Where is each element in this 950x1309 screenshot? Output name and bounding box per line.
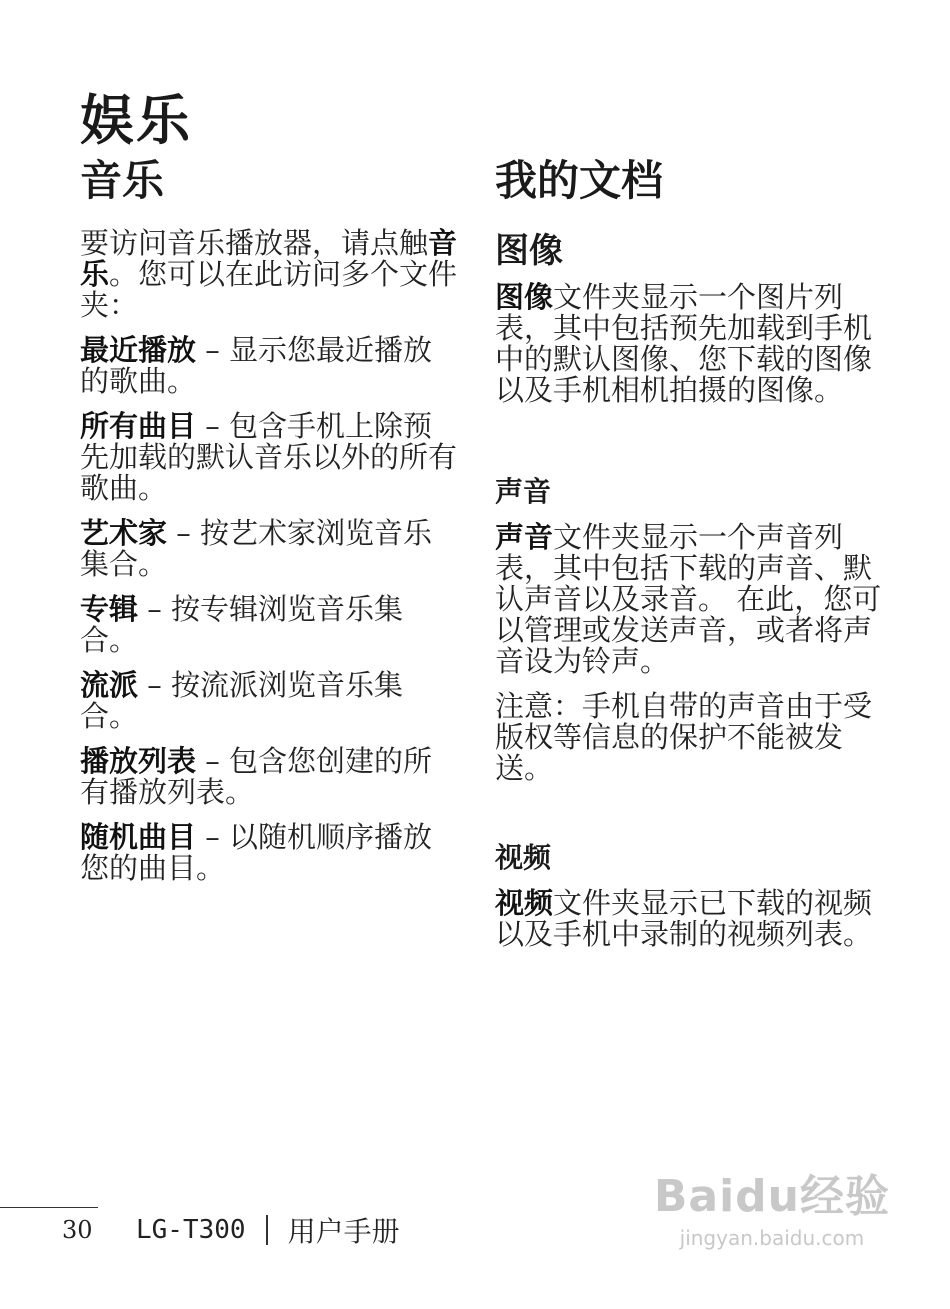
folder-desc: – 包含手机上除预先加载的默认音乐以外的所有歌曲。 [80,409,458,505]
watermark-url: jingyan.baidu.com [679,1226,865,1250]
folder-desc: – 按艺术家浏览音乐集合。 [80,516,432,581]
folder-desc: – 包含您创建的所有播放列表。 [80,744,432,809]
music-heading: 音乐 [80,156,165,205]
footer-rule [0,1207,98,1208]
folder-desc: – 按专辑浏览音乐集合。 [80,592,403,657]
intro-text: 要访问音乐播放器，请点触 [80,226,429,260]
folder-term: 最近播放 [80,333,197,367]
folder-term: 播放列表 [80,744,197,778]
sounds-text: 文件夹显示一个声音列表，其中包括下载的声音、默认声音以及录音。 在此，您可以管理或发送声音，或者将声音设为铃声。 [495,520,882,678]
folder-item [80,518,460,580]
sounds-heading: 声音 [495,475,552,508]
footer [62,1210,400,1250]
intro-bold: 音乐 [80,226,458,291]
manual-title: 用户手册 [287,1215,400,1248]
my-documents-column [495,148,890,964]
folder-desc: – 显示您最近播放的歌曲。 [80,333,432,398]
folder-term: 艺术家 [80,516,168,550]
folder-desc: – 以随机顺序播放您的曲目。 [80,820,432,885]
folder-item [80,746,460,808]
images-heading: 图像 [495,231,563,271]
folder-item [80,335,460,397]
folder-term: 随机曲目 [80,820,197,854]
intro-text-end: 。您可以在此访问多个文件夹： [80,257,458,322]
folder-term: 专辑 [80,592,139,626]
music-intro [80,228,460,321]
folder-desc: – 按流派浏览音乐集合。 [80,668,403,733]
images-description [495,282,890,406]
videos-description [495,888,890,950]
images-bold: 图像 [495,280,554,314]
folder-term: 流派 [80,668,139,702]
sounds-bold: 声音 [495,520,554,554]
videos-bold: 视频 [495,886,554,920]
my-documents-heading: 我的文档 [495,156,664,205]
folder-item [80,594,460,656]
baidu-watermark [654,1160,890,1250]
footer-separator [266,1215,268,1245]
model-name: LG-T300 [136,1215,246,1245]
folder-term: 所有曲目 [80,409,197,443]
folder-item [80,670,460,732]
images-text: 文件夹显示一个图片列表，其中包括预先加载到手机中的默认图像、您下载的图像以及手机相机拍摄的图像。 [495,280,873,407]
folder-item [80,822,460,884]
sounds-description [495,522,890,677]
videos-text: 文件夹显示已下载的视频以及手机中录制的视频列表。 [495,886,873,951]
videos-heading: 视频 [495,841,552,874]
sounds-note: 注意：手机自带的声音由于受版权等信息的保护不能被发送。 [495,689,873,785]
page-number: 30 [62,1216,93,1244]
folder-item [80,411,460,504]
page-title: 娱乐 [80,89,192,152]
music-column [80,148,460,898]
watermark-logo: Baidu经验 [653,1171,890,1222]
